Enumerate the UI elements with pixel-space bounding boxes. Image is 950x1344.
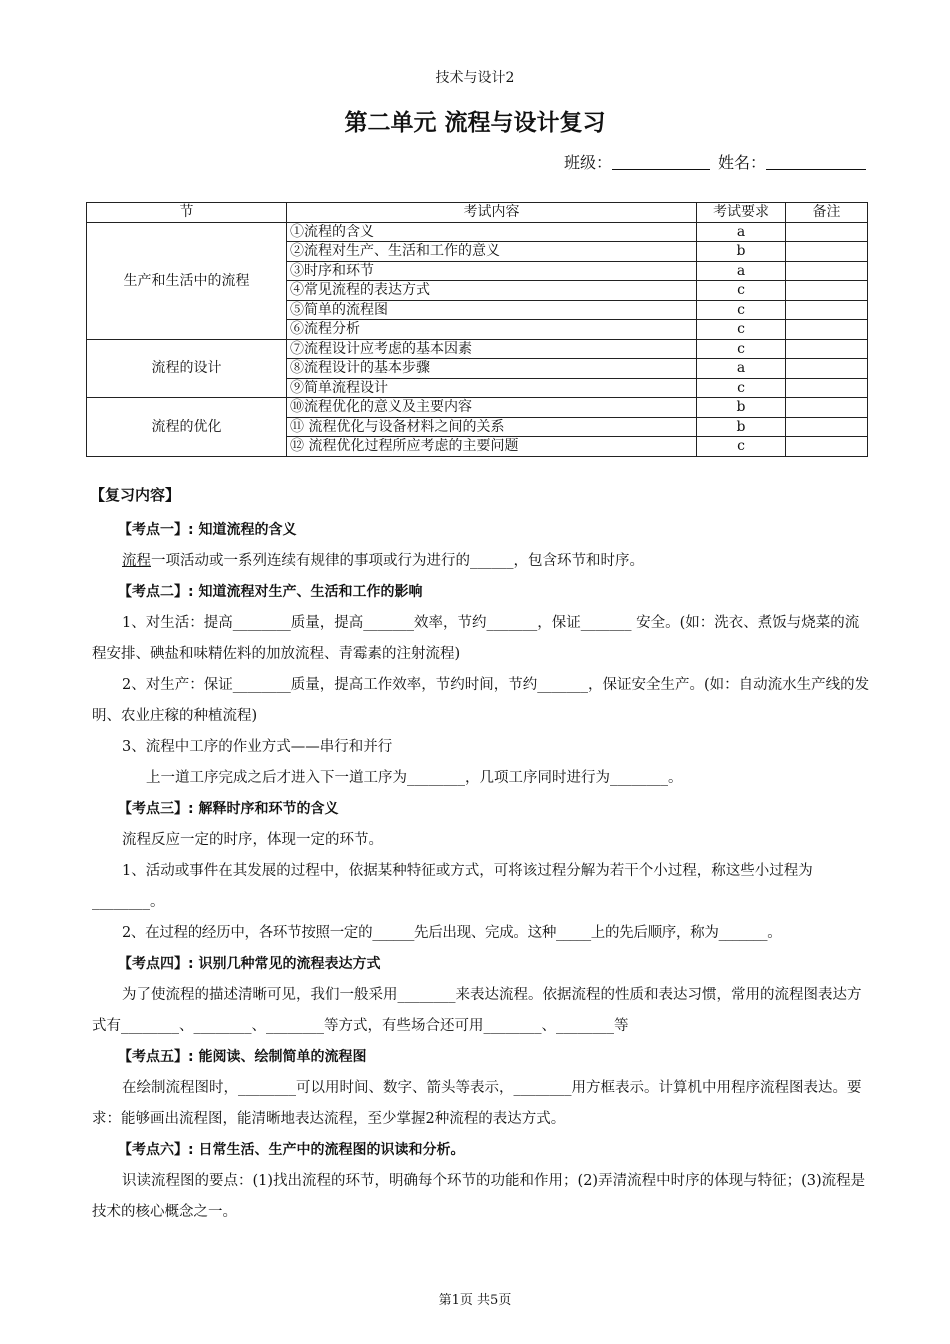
kp6-p1: 识读流程图的要点：(1)找出流程的环节，明确每个环节的功能和作用；(2)弄清流程中时序的体现与特征；(3)流程是技术的核心概念之一。 [92, 1173, 866, 1220]
table-header-row [87, 203, 868, 223]
header-section: 节 [87, 203, 287, 223]
name-label: 姓名： [718, 153, 767, 172]
table-row [87, 339, 868, 359]
page-footer: 第1页 共5页 [438, 1293, 512, 1308]
kp3-p2: 1、活动或事件在其发展的过程中，依据某种特征或方式，可将该过程分解为若干个小过程，称这些小过程为________。 [92, 863, 813, 910]
content-cell: ⑧流程设计的基本步骤 [287, 359, 697, 379]
table-row [87, 222, 868, 242]
content-cell: ②流程对生产、生活和工作的意义 [287, 242, 697, 262]
note-cell [786, 242, 868, 262]
content-cell: ⑤简单的流程图 [287, 300, 697, 320]
kp1-term: 流程 [122, 553, 151, 569]
kp6-heading: 【考点六】: 日常生活、生产中的流程图的识读和分析。 [118, 1142, 465, 1158]
content-cell: ⑩流程优化的意义及主要内容 [287, 398, 697, 418]
content-cell: ①流程的含义 [287, 222, 697, 242]
note-cell [786, 339, 868, 359]
kp3-p1: 流程反应一定的时序，体现一定的环节。 [122, 832, 383, 848]
class-label: 班级： [564, 153, 613, 172]
note-cell [786, 398, 868, 418]
kp2-p3: 3、流程中工序的作业方式——串行和并行 [122, 739, 393, 755]
kp5-heading: 【考点五】: 能阅读、绘制简单的流程图 [118, 1049, 367, 1065]
requirement-cell: c [697, 320, 786, 340]
header-note: 备注 [786, 203, 868, 223]
review-content [92, 484, 872, 1228]
table-row [87, 398, 868, 418]
kp1-text [92, 546, 872, 577]
requirement-cell: c [697, 339, 786, 359]
section-name-cell: 生产和生活中的流程 [87, 222, 287, 339]
section-name-cell: 流程的优化 [87, 398, 287, 457]
note-cell [786, 417, 868, 437]
requirement-cell: c [697, 378, 786, 398]
requirement-cell: b [697, 417, 786, 437]
requirement-cell: c [697, 281, 786, 301]
kp4-p1: 为了使流程的描述清晰可见，我们一般采用________来表达流程。依据流程的性质和表达习惯，常用的流程图表达方式有________、________、________等方式，有些场合还可用________、________等 [92, 987, 862, 1034]
requirement-cell: a [697, 261, 786, 281]
requirement-cell: a [697, 222, 786, 242]
kp5-p1: 在绘制流程图时，________可以用时间、数字、箭头等表示，________用方框表示。计算机中用程序流程图表达。要求：能够画出流程图，能清晰地表达流程，至少掌握2种流程的表达方式。 [92, 1080, 862, 1127]
requirement-cell: c [697, 437, 786, 457]
content-cell: ⑪ 流程优化与设备材料之间的关系 [287, 417, 697, 437]
note-cell [786, 281, 868, 301]
class-blank [612, 153, 710, 170]
kp1-heading: 【考点一】: 知道流程的含义 [118, 522, 297, 538]
kp1-line: 一项活动或一系列连续有规律的事项或行为进行的______，包含环节和时序。 [151, 553, 644, 569]
note-cell [786, 300, 868, 320]
kp3-p3: 2、在过程的经历中，各环节按照一定的______先后出现、完成。这种_____上的先后顺序，称为_______。 [122, 925, 782, 941]
content-cell: ⑫ 流程优化过程所应考虑的主要问题 [287, 437, 697, 457]
kp2-heading: 【考点二】: 知道流程对生产、生活和工作的影响 [118, 584, 423, 600]
note-cell [786, 378, 868, 398]
note-cell [786, 261, 868, 281]
page-header: 技术与设计2 [435, 70, 515, 86]
content-cell: ④常见流程的表达方式 [287, 281, 697, 301]
exam-requirements-table [86, 202, 868, 457]
review-heading: 【复习内容】 [90, 486, 181, 504]
table-body [87, 222, 868, 456]
content-cell: ⑨简单流程设计 [287, 378, 697, 398]
kp3-heading: 【考点三】: 解释时序和环节的含义 [118, 801, 339, 817]
header-content: 考试内容 [287, 203, 697, 223]
name-blank [766, 153, 866, 170]
header-requirement: 考试要求 [697, 203, 786, 223]
requirement-cell: a [697, 359, 786, 379]
kp2-p4: 上一道工序完成之后才进入下一道工序为________，几项工序同时进行为________。 [146, 770, 683, 786]
content-cell: ⑥流程分析 [287, 320, 697, 340]
note-cell [786, 359, 868, 379]
note-cell [786, 222, 868, 242]
page-title: 第二单元 流程与设计复习 [344, 110, 606, 136]
section-name-cell: 流程的设计 [87, 339, 287, 398]
kp2-p1: 1、对生活：提高________质量，提高_______效率，节约_______，保证_______ 安全。(如：洗衣、煮饭与烧菜的流程安排、碘盐和味精佐料的加放流程、青霉素的注射流程) [92, 615, 860, 662]
note-cell [786, 320, 868, 340]
content-cell: ③时序和环节 [287, 261, 697, 281]
class-name-line [564, 150, 866, 173]
requirement-cell: b [697, 242, 786, 262]
note-cell [786, 437, 868, 457]
requirement-cell: b [697, 398, 786, 418]
kp2-p2: 2、对生产：保证________质量，提高工作效率，节约时间，节约_______，保证安全生产。(如：自动流水生产线的发明、农业庄稼的种植流程) [92, 677, 870, 724]
requirement-cell: c [697, 300, 786, 320]
content-cell: ⑦流程设计应考虑的基本因素 [287, 339, 697, 359]
kp4-heading: 【考点四】: 识别几种常见的流程表达方式 [118, 956, 381, 972]
